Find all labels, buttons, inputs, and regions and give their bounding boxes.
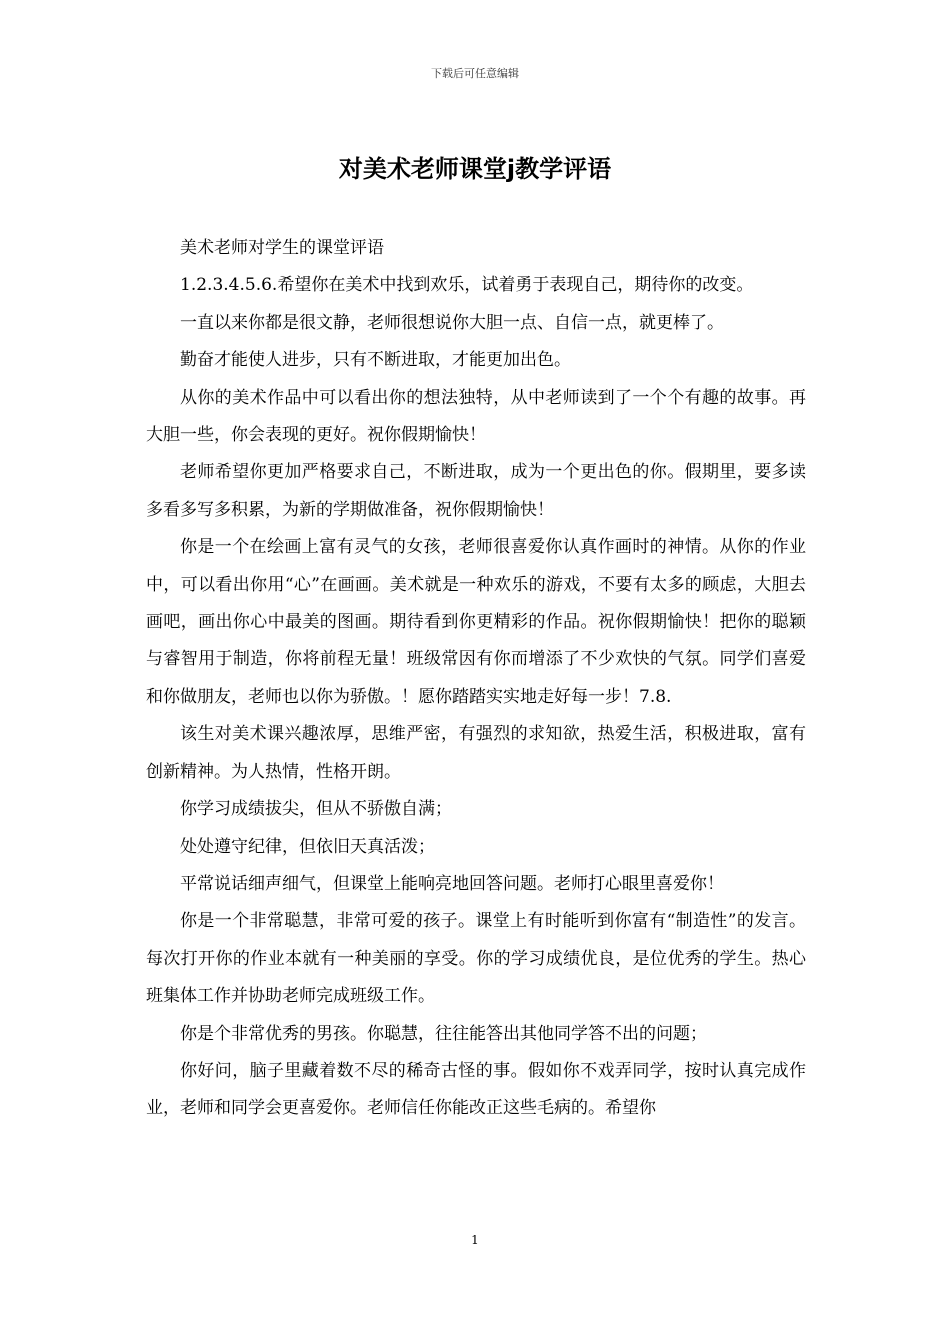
paragraph: 处处遵守纪律，但依旧天真活泼；: [180, 836, 435, 857]
paragraph: 你学习成绩拔尖，但从不骄傲自满；: [180, 799, 452, 820]
paragraph: 你是一个非常聪慧，非常可爱的孩子。课堂上有时能听到你富有“制造性”的发言。每次打开你的作业本就有一种美丽的享受。你的学习成绩优良，是位优秀的学生。热心班集体工作并协助老师完成班级工作。: [146, 911, 806, 1007]
paragraph: 老师希望你更加严格要求自己，不断进取，成为一个更出色的你。假期里，要多读多看多写多积累，为新的学期做准备，祝你假期愉快！: [146, 462, 806, 520]
paragraph: 你是一个在绘画上富有灵气的女孩，老师很喜爱你认真作画时的神情。从你的作业中，可以看出你用“心”在画画。美术就是一种欢乐的游戏，不要有太多的顾虑，大胆去画吧，画出你心中最美的图画。期待看到你更精彩的作品。祝你假期愉快！把你的聪颖与睿智用于制造，你将前程无量！班级常因有你而增添了不少欢快的气氛。同学们喜爱和你做朋友，老师也以你为骄傲。！愿你踏踏实实地走好每一步！7.8.: [146, 537, 806, 707]
paragraph: 你好问，脑子里藏着数不尽的稀奇古怪的事。假如你不戏弄同学，按时认真完成作业，老师和同学会更喜爱你。老师信任你能改正这些毛病的。希望你: [146, 1060, 806, 1119]
paragraph: 美术老师对学生的课堂评语: [180, 238, 384, 258]
page-header-note: 下载后可任意编辑: [431, 67, 519, 80]
paragraph: 平常说话细声细气，但课堂上能响亮地回答问题。老师打心眼里喜爱你！: [180, 873, 724, 894]
paragraph: 从你的美术作品中可以看出你的想法独特，从中老师读到了一个个有趣的故事。再大胆一些，你会表现的更好。祝你假期愉快！: [146, 387, 806, 446]
paragraph: 该生对美术课兴趣浓厚，思维严密，有强烈的求知欲，热爱生活，积极进取，富有创新精神。为人热情，性格开朗。: [146, 724, 806, 782]
paragraph: 1.2.3.4.5.6.希望你在美术中找到欢乐，试着勇于表现自己，期待你的改变。: [180, 275, 754, 296]
paragraph: 勤奋才能使人进步，只有不断进取，才能更加出色。: [180, 350, 571, 371]
document-body: [146, 230, 806, 1128]
page-number: 1: [471, 1233, 479, 1247]
document-title: 对美术老师课堂j教学评语: [338, 155, 612, 183]
paragraph: 你是个非常优秀的男孩。你聪慧，往往能答出其他同学答不出的问题；: [180, 1023, 707, 1044]
paragraph: 一直以来你都是很文静，老师很想说你大胆一点、自信一点，就更棒了。: [180, 312, 724, 333]
